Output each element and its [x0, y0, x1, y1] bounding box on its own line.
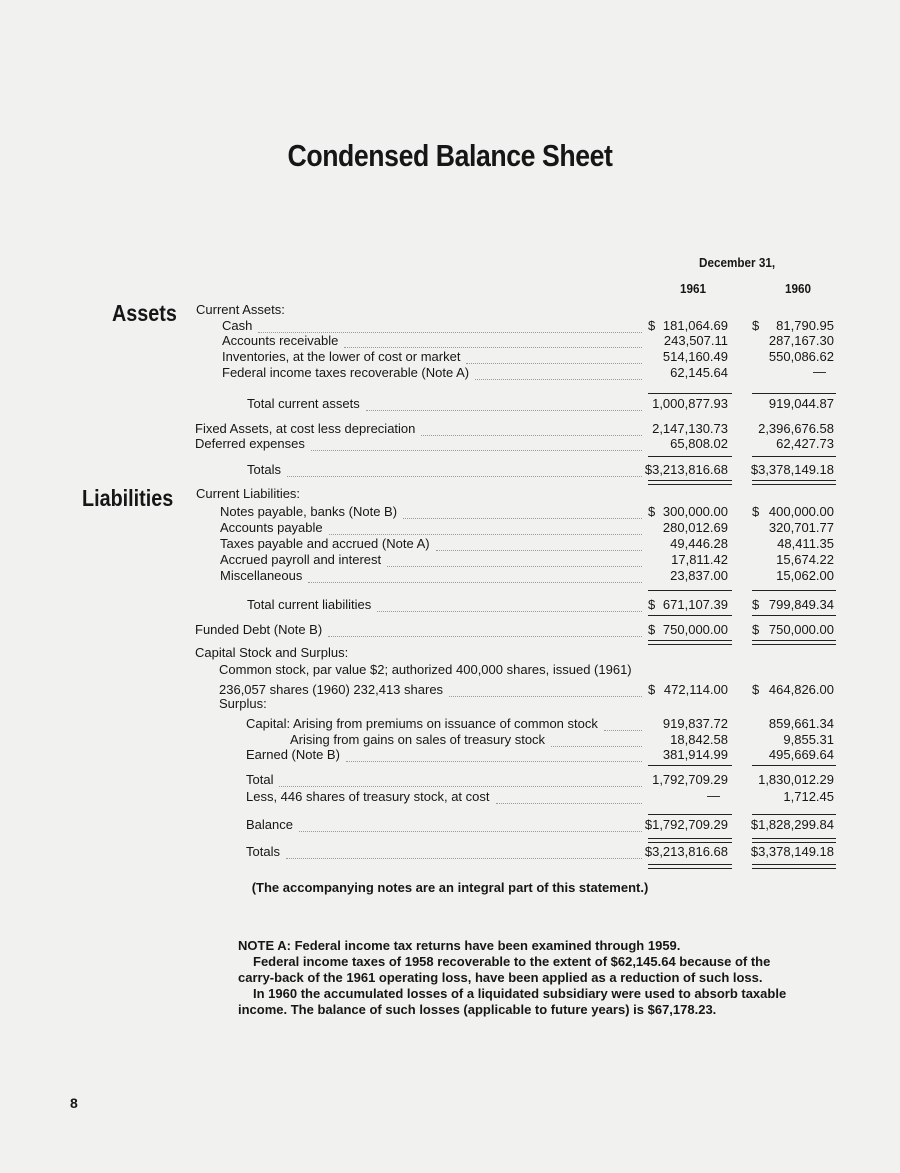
- dot-leader: [299, 821, 642, 832]
- dot-leader: [449, 686, 642, 697]
- row-label: Balance: [246, 817, 293, 832]
- row-label: Deferred expenses: [195, 436, 305, 451]
- amount: 243,507.11: [663, 333, 728, 348]
- table-row: [0, 318, 900, 333]
- table-row: [0, 568, 900, 583]
- amount: 495,669.64: [768, 747, 834, 762]
- dot-leader: [436, 540, 642, 551]
- table-row: [0, 844, 900, 859]
- rule: [752, 765, 836, 766]
- dot-leader: [403, 508, 642, 519]
- dollar-sign: $: [648, 318, 656, 333]
- current-assets-heading: Current Assets:: [196, 302, 285, 317]
- dot-leader: [344, 337, 642, 348]
- dot-leader: [551, 736, 642, 747]
- dot-leader: [258, 322, 642, 333]
- amount: 320,701.77: [768, 520, 834, 535]
- double-rule: [648, 480, 732, 485]
- amount: 472,114.00: [663, 682, 728, 697]
- dot-leader: [346, 751, 642, 762]
- row-label: Taxes payable and accrued (Note A): [220, 536, 430, 551]
- amount: 280,012.69: [662, 520, 728, 535]
- dot-leader: [377, 601, 642, 612]
- amount: 550,086.62: [768, 349, 834, 364]
- note-a-text-1: Federal income tax returns have been examined through 1959.: [294, 938, 681, 953]
- rule: [752, 456, 836, 457]
- rule: [648, 590, 732, 591]
- table-row: [0, 552, 900, 567]
- row-label: Funded Debt (Note B): [195, 622, 323, 637]
- amount: 2,147,130.73: [652, 421, 728, 436]
- row-label: Earned (Note B): [246, 747, 340, 762]
- dollar-sign: $: [752, 318, 760, 333]
- amount: $3,213,816.68: [644, 462, 728, 477]
- row-label: Arising from gains on sales of treasury stock: [290, 732, 546, 747]
- amount: 919,837.72: [662, 716, 728, 731]
- dollar-sign: $: [648, 504, 656, 519]
- note-a-text-2: Federal income taxes of 1958 recoverable to the extent of $62,145.64 because of the carry-back of the 1961 operating loss, have been applied as a reduction of such loss.: [238, 954, 771, 985]
- row-label: Fixed Assets, at cost less depreciation: [195, 421, 416, 436]
- dot-leader: [387, 556, 642, 567]
- amount: 17,811.42: [671, 552, 728, 567]
- amount: 381,914.99: [662, 747, 728, 762]
- amount: 859,661.34: [768, 716, 834, 731]
- row-label: Less, 446 shares of treasury stock, at cost: [246, 789, 490, 804]
- page-number: 8: [70, 1095, 78, 1111]
- row-label: Miscellaneous: [220, 568, 303, 583]
- double-rule: [752, 864, 836, 869]
- rule: [648, 814, 732, 815]
- table-row: [0, 747, 900, 762]
- dot-leader: [287, 466, 642, 477]
- amount: —: [813, 364, 826, 379]
- row-label: Totals: [247, 462, 281, 477]
- dollar-sign: $: [752, 622, 760, 637]
- column-date-header: December 31,: [699, 255, 776, 270]
- amount: 919,044.87: [768, 396, 834, 411]
- amount: 65,808.02: [670, 436, 728, 451]
- table-row: [0, 732, 900, 747]
- table-row: [0, 817, 900, 832]
- rule: [752, 615, 836, 616]
- common-stock-description: Common stock, par value $2; authorized 400,000 shares, issued (1961): [219, 662, 632, 677]
- page-title: Condensed Balance Sheet: [287, 138, 613, 173]
- amount: 1,000,877.93: [652, 396, 728, 411]
- assets-label: Assets: [112, 300, 177, 326]
- amount: 15,674.22: [776, 552, 834, 567]
- table-row: [0, 789, 900, 804]
- amount: 1,712.45: [783, 789, 834, 804]
- row-label: Accounts payable: [220, 520, 323, 535]
- dot-leader: [475, 369, 642, 380]
- column-header-1961: 1961: [680, 281, 707, 296]
- dollar-sign: $: [752, 597, 760, 612]
- notes-section: [238, 938, 798, 1018]
- note-a-text-3: In 1960 the accumulated losses of a liquidated subsidiary were used to absorb taxable income. The balance of such losses (applicable to future years) is $67,178.23.: [238, 986, 787, 1017]
- double-rule: [648, 864, 732, 869]
- row-label: Capital: Arising from premiums on issuance of common stock: [246, 716, 598, 731]
- double-rule: [752, 640, 836, 645]
- row-label: Accounts receivable: [222, 333, 339, 348]
- current-liabilities-heading: Current Liabilities:: [196, 486, 301, 501]
- amount: 514,160.49: [662, 349, 728, 364]
- amount: $3,378,149.18: [750, 844, 834, 859]
- row-label: Total current assets: [247, 396, 360, 411]
- rule: [752, 814, 836, 815]
- amount: 181,064.69: [662, 318, 728, 333]
- row-label: Notes payable, banks (Note B): [220, 504, 398, 519]
- amount: 1,830,012.29: [758, 772, 834, 787]
- amount: 48,411.35: [777, 536, 834, 551]
- dot-leader: [366, 400, 642, 411]
- amount: 750,000.00: [662, 622, 728, 637]
- dot-leader: [328, 626, 642, 637]
- rule: [752, 393, 836, 394]
- double-rule: [648, 838, 732, 843]
- amount: 1,792,709.29: [652, 772, 728, 787]
- table-row: [0, 462, 900, 477]
- table-row: [0, 682, 900, 697]
- double-rule: [752, 838, 836, 843]
- column-header-1960: 1960: [785, 281, 812, 296]
- amount: $1,792,709.29: [644, 817, 728, 832]
- surplus-heading: Surplus:: [219, 696, 267, 711]
- dot-leader: [286, 848, 642, 859]
- dot-leader: [311, 440, 642, 451]
- dollar-sign: $: [648, 682, 656, 697]
- table-row: [0, 520, 900, 535]
- dot-leader: [496, 793, 642, 804]
- amount: 287,167.30: [768, 333, 834, 348]
- amount: 62,427.73: [776, 436, 834, 451]
- rule: [648, 393, 732, 394]
- amount: $3,213,816.68: [644, 844, 728, 859]
- amount: 9,855.31: [783, 732, 834, 747]
- amount: 671,107.39: [662, 597, 728, 612]
- amount: 81,790.95: [776, 318, 834, 333]
- double-rule: [648, 640, 732, 645]
- rule: [648, 615, 732, 616]
- row-label: 236,057 shares (1960) 232,413 shares: [219, 682, 444, 697]
- amount: 49,446.28: [670, 536, 728, 551]
- amount: 300,000.00: [662, 504, 728, 519]
- table-row: [0, 436, 900, 451]
- table-row: [0, 333, 900, 348]
- amount: $1,828,299.84: [750, 817, 834, 832]
- row-label: Accrued payroll and interest: [220, 552, 382, 567]
- rule: [648, 765, 732, 766]
- amount: —: [707, 788, 720, 803]
- amount: 23,837.00: [670, 568, 728, 583]
- table-row: [0, 349, 900, 364]
- amount: 18,842.58: [670, 732, 728, 747]
- row-label: Total: [246, 772, 274, 787]
- statement-footnote: (The accompanying notes are an integral part of this statement.): [251, 880, 649, 895]
- double-rule: [752, 480, 836, 485]
- row-label: Federal income taxes recoverable (Note A): [222, 365, 470, 380]
- dot-leader: [421, 425, 642, 436]
- row-label: Total current liabilities: [247, 597, 372, 612]
- dot-leader: [329, 524, 642, 535]
- table-row: [0, 504, 900, 519]
- dollar-sign: $: [752, 682, 760, 697]
- row-label: Cash: [222, 318, 253, 333]
- amount: 464,826.00: [768, 682, 834, 697]
- table-row: [0, 622, 900, 637]
- amount: 2,396,676.58: [758, 421, 834, 436]
- amount: 15,062.00: [776, 568, 834, 583]
- liabilities-label: Liabilities: [82, 485, 174, 511]
- table-row: [0, 365, 900, 380]
- table-row: [0, 716, 900, 731]
- amount: $3,378,149.18: [750, 462, 834, 477]
- table-row: [0, 421, 900, 436]
- amount: 799,849.34: [768, 597, 834, 612]
- dollar-sign: $: [648, 597, 656, 612]
- amount: 62,145.64: [670, 365, 728, 380]
- dollar-sign: $: [648, 622, 656, 637]
- rule: [752, 590, 836, 591]
- amount: 400,000.00: [768, 504, 834, 519]
- note-a-label: NOTE A:: [238, 938, 291, 953]
- capital-heading: Capital Stock and Surplus:: [195, 645, 349, 660]
- dot-leader: [604, 720, 642, 731]
- rule: [648, 456, 732, 457]
- amount: 750,000.00: [768, 622, 834, 637]
- table-row: [0, 536, 900, 551]
- table-row: [0, 396, 900, 411]
- row-label: Inventories, at the lower of cost or market: [222, 349, 461, 364]
- table-row: [0, 772, 900, 787]
- row-label: Totals: [246, 844, 280, 859]
- dot-leader: [279, 776, 642, 787]
- dot-leader: [308, 572, 642, 583]
- dollar-sign: $: [752, 504, 760, 519]
- dot-leader: [466, 353, 642, 364]
- table-row: [0, 597, 900, 612]
